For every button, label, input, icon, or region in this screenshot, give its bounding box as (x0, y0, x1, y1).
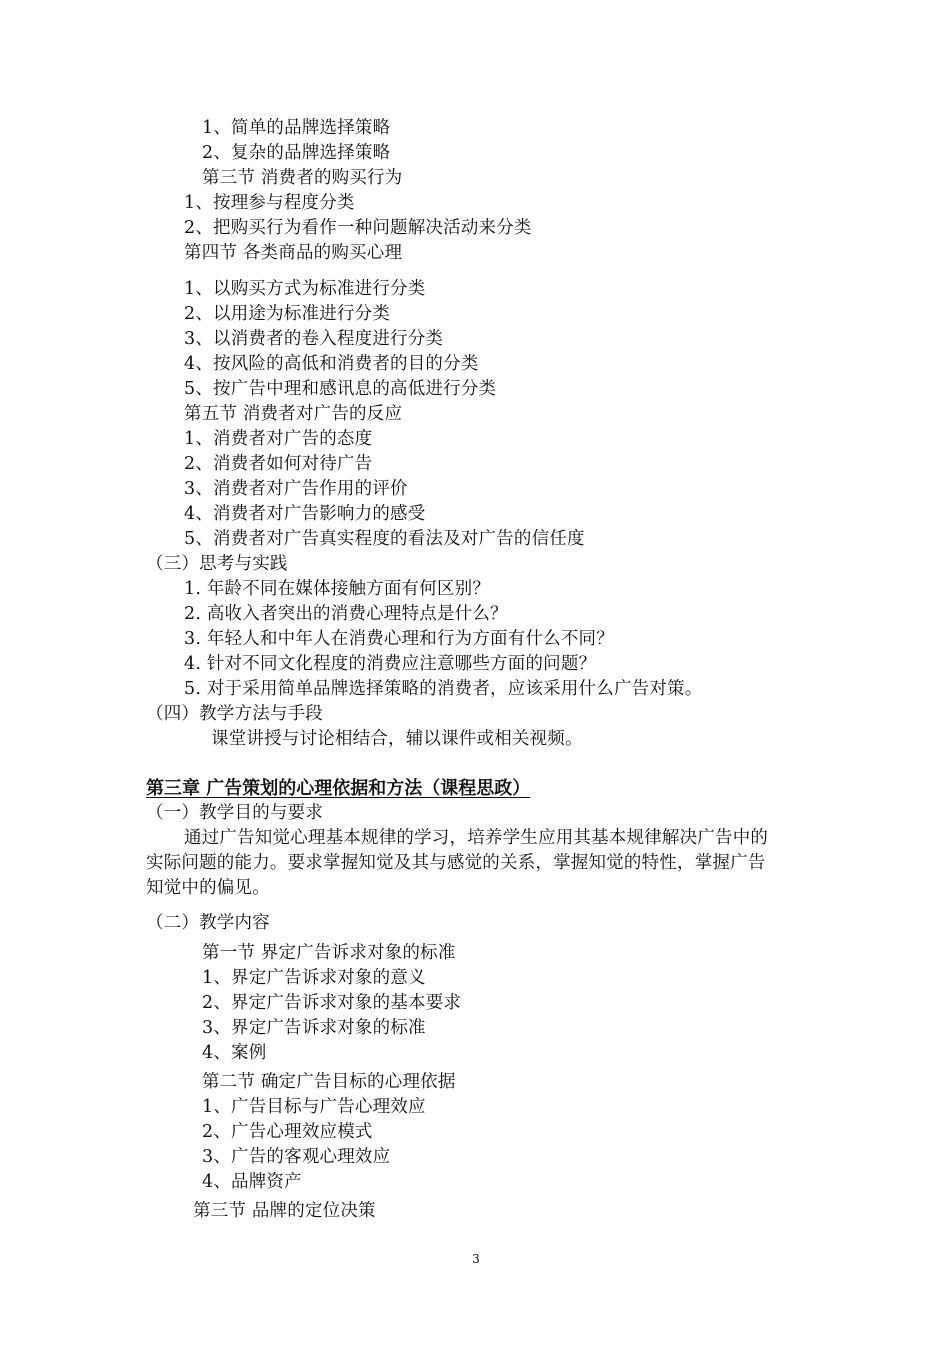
subsection-heading: （四）教学方法与手段 (146, 704, 323, 724)
text-line: 2、广告心理效应模式 (202, 1122, 373, 1142)
section-heading: 第三节 消费者的购买行为 (202, 168, 403, 188)
subsection-heading: （二）教学内容 (146, 913, 270, 933)
question-item: 4. 针对不同文化程度的消费应注意哪些方面的问题？ (184, 654, 597, 674)
page-number: 3 (472, 1252, 480, 1266)
text-line: 课堂讲授与讨论相结合，辅以课件或相关视频。 (211, 729, 583, 749)
text-line: 2、消费者如何对待广告 (184, 454, 373, 474)
section-heading: 第二节 确定广告目标的心理依据 (202, 1072, 456, 1092)
section-heading: 第三节 品牌的定位决策 (193, 1201, 376, 1221)
text-line: 2、把购买行为看作一种问题解决活动来分类 (184, 218, 532, 238)
text-line: 5、按广告中理和感讯息的高低进行分类 (184, 379, 497, 399)
text-line: 1、消费者对广告的态度 (184, 429, 373, 449)
chapter-title: 第三章 广告策划的心理依据和方法（课程思政） (146, 778, 531, 799)
question-item: 3. 年轻人和中年人在消费心理和行为方面有什么不同？ (184, 629, 614, 649)
paragraph-line: 知觉中的偏见。 (146, 878, 270, 898)
text-line: 5、消费者对广告真实程度的看法及对广告的信任度 (184, 529, 585, 549)
text-line: 1、广告目标与广告心理效应 (202, 1097, 426, 1117)
text-line: 2、界定广告诉求对象的基本要求 (202, 993, 462, 1013)
subsection-heading: （一）教学目的与要求 (146, 803, 323, 823)
text-line: 3、广告的客观心理效应 (202, 1147, 391, 1167)
question-item: 2. 高收入者突出的消费心理特点是什么？ (184, 604, 508, 624)
text-line: 4、品牌资产 (202, 1172, 302, 1192)
paragraph-line: 实际问题的能力。要求掌握知觉及其与感觉的关系，掌握知觉的特性，掌握广告 (146, 853, 766, 873)
text-line: 4、按风险的高低和消费者的目的分类 (184, 354, 479, 374)
text-line: 3、界定广告诉求对象的标准 (202, 1018, 426, 1038)
subsection-heading: （三）思考与实践 (146, 554, 288, 574)
section-heading: 第四节 各类商品的购买心理 (184, 243, 403, 263)
text-line: 1、界定广告诉求对象的意义 (202, 968, 426, 988)
text-line: 1、按理参与程度分类 (184, 193, 355, 213)
question-item: 1. 年龄不同在媒体接触方面有何区别？ (184, 579, 491, 599)
question-item: 5. 对于采用简单品牌选择策略的消费者，应该采用什么广告对策。 (184, 679, 703, 699)
section-heading: 第五节 消费者对广告的反应 (184, 404, 403, 424)
text-line: 2、复杂的品牌选择策略 (202, 143, 391, 163)
paragraph-line: 通过广告知觉心理基本规律的学习，培养学生应用其基本规律解决广告中的 (184, 828, 769, 848)
text-line: 4、案例 (202, 1043, 267, 1063)
text-line: 3、以消费者的卷入程度进行分类 (184, 329, 444, 349)
text-line: 1、以购买方式为标准进行分类 (184, 279, 426, 299)
text-line: 2、以用途为标准进行分类 (184, 304, 391, 324)
text-line: 3、消费者对广告作用的评价 (184, 479, 408, 499)
text-line: 4、消费者对广告影响力的感受 (184, 504, 426, 524)
section-heading: 第一节 界定广告诉求对象的标准 (202, 943, 456, 963)
text-line: 1、简单的品牌选择策略 (202, 118, 391, 138)
